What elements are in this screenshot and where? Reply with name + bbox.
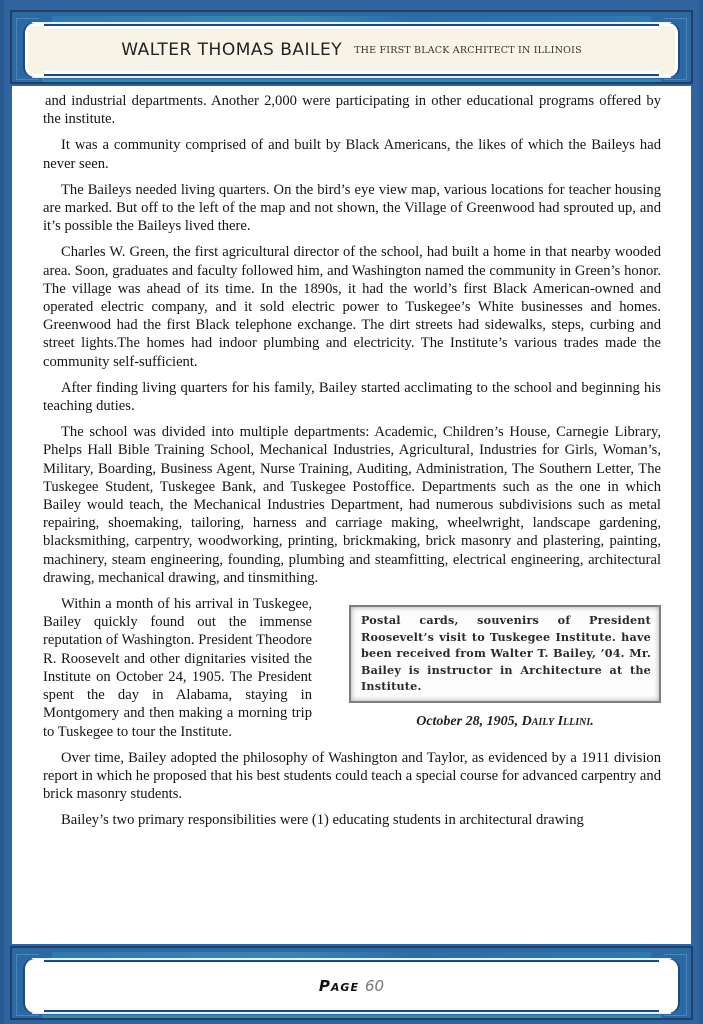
header-plate	[36, 26, 667, 74]
frame-left-edge	[0, 0, 4, 1024]
banner-stripe	[52, 952, 651, 958]
plate-end-cap	[25, 23, 44, 77]
caption-date: October 28, 1905,	[416, 713, 519, 729]
page-label: Page	[318, 977, 359, 995]
plate-end-cap	[659, 959, 678, 1013]
page-number: 60	[364, 977, 385, 995]
clipping-caption	[349, 713, 661, 731]
text-with-clipping	[43, 595, 661, 741]
newspaper-clipping: Postal cards, souvenirs of President Roosevelt’s visit to Tuskegee Institute. have been received from Walter T. Bailey, ’04. Mr. Bailey is instructor in Architecture at the Institute.	[349, 605, 661, 703]
book-title: WALTER THOMAS BAILEY	[121, 40, 343, 60]
banner-stripe	[42, 1015, 661, 1018]
plate-end-cap	[659, 23, 678, 77]
caption-source: Daily Illini.	[521, 713, 594, 729]
paragraph: Bailey’s two primary responsibilities were (1) educating students in architectural drawing	[61, 812, 584, 829]
page-body	[12, 86, 691, 944]
footer-banner	[10, 946, 693, 1020]
paragraph: and industrial departments. Another 2,000 were participating in other educational programs offered by the institute.	[43, 93, 661, 128]
paragraph: Charles W. Green, the first agricultural director of the school, had built a home in that nearby wooded area. Soon, graduates and faculty followed him, and Washington named the community in Green’s honor. The village was ahead of its time. In the 1890s, it had the world’s first Black American-owned and operated electric company, and it sold electric power to Tuskegee’s White businesses and homes. Greenwood had the first Black telephone exchange. The dirt streets had sidewalks, steps, curbing and street lights.The homes had indoor plumbing and electricity. The Institute’s various trades made the community self-sufficient.	[43, 244, 661, 370]
header-banner	[10, 10, 693, 84]
paragraph: The school was divided into multiple departments: Academic, Children’s House, Carnegie Library, Phelps Hall Bible Training School, Mechanical Industries, Agricultural, Industries for Girls, Woman’s, Military, Boarding, Business Agent, Nurse Training, Auditing, Administration, The Southern Letter, The Tuskegee Student, Tuskegee Bank, and Tuskegee Postoffice. Departments such as the one in which Bailey would teach, the Mechanical Industries Department, had numerous subdivisions such as metal repairing, shoemaking, tailoring, harness and carriage making, wheelwright, landscape gardening, blacksmithing, carpentry, woodworking, printing, brickmaking, brick masonry and plastering, painting, machinery, steam engineering, founding, plumbing and steamfitting, electrical engineering, architectural drawing, mechanical drawing, and tinsmithing.	[43, 424, 661, 586]
paragraph: The Baileys needed living quarters. On the bird’s eye view map, various locations for teacher housing are marked. But off to the left of the map and not shown, the Village of Greenwood had sprouted up, and it’s possible the Baileys lived there.	[43, 181, 661, 235]
banner-stripe	[52, 16, 651, 22]
banner-stripe	[42, 79, 661, 82]
paragraph: Within a month of his arrival in Tuskegee, Bailey quickly found out the immense reputation of Washington. President Theodore R. Roosevelt and other dignitaries visited the Institute on October 24, 1905. The President spent the day in Alabama, staying in Montgomery and then making a morning trip to Tuskegee to tour the Institute.	[43, 596, 312, 740]
left-column	[43, 595, 312, 741]
paragraph: It was a community comprised of and built by Black Americans, the likes of which the Baileys had never seen.	[43, 137, 661, 172]
footer-plate	[36, 962, 667, 1010]
paragraph: Over time, Bailey adopted the philosophy of Washington and Taylor, as evidenced by a 1911 division report in which he proposed that his best students could teach a special course for advanced carpentry and brick masonry students.	[43, 749, 661, 803]
frame-right-edge	[699, 0, 703, 1024]
paragraph: After finding living quarters for his family, Bailey started acclimating to the school and beginning his teaching duties.	[43, 379, 661, 415]
plate-end-cap	[25, 959, 44, 1013]
book-subtitle: THE FIRST BLACK ARCHITECT IN ILLINOIS	[354, 44, 582, 56]
newspaper-clipping-figure	[349, 605, 661, 741]
